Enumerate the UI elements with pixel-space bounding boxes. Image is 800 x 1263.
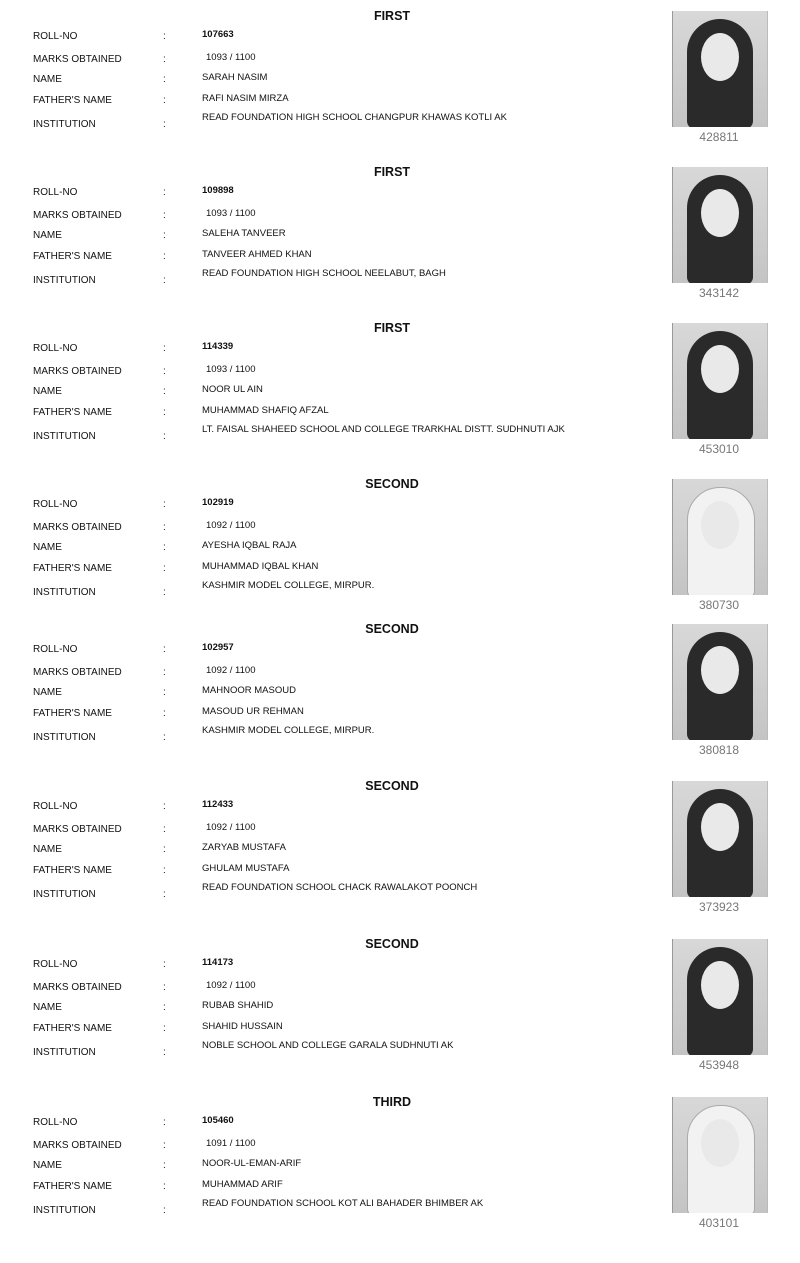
colon: : — [163, 1002, 166, 1013]
marks-obtained-value: 1093 / 1100 — [206, 208, 256, 219]
institution-value: READ FOUNDATION HIGH SCHOOL CHANGPUR KHAWAS KOTLI AK — [202, 112, 507, 123]
fathers-name-label: FATHER'S NAME — [33, 407, 112, 418]
colon: : — [163, 982, 166, 993]
colon: : — [163, 275, 166, 286]
institution-value: KASHMIR MODEL COLLEGE, MIRPUR. — [202, 725, 375, 736]
colon: : — [163, 587, 166, 598]
fathers-name-value: SHAHID HUSSAIN — [202, 1021, 283, 1032]
position-heading: THIRD — [372, 1095, 412, 1109]
colon: : — [163, 644, 166, 655]
position-heading: FIRST — [373, 321, 411, 335]
name-label: NAME — [33, 74, 62, 85]
colon: : — [163, 54, 166, 65]
colon: : — [163, 210, 166, 221]
photo-number: 428811 — [699, 130, 739, 144]
institution-label: INSTITUTION — [33, 587, 96, 598]
marks-obtained-value: 1092 / 1100 — [206, 980, 256, 991]
marks-obtained-value: 1092 / 1100 — [206, 822, 256, 833]
fathers-name-label: FATHER'S NAME — [33, 708, 112, 719]
roll-no-label: ROLL-NO — [33, 1117, 78, 1128]
marks-obtained-label: MARKS OBTAINED — [33, 982, 122, 993]
institution-label: INSTITUTION — [33, 119, 96, 130]
roll-no-value: 114173 — [202, 957, 234, 968]
fathers-name-label: FATHER'S NAME — [33, 95, 112, 106]
colon: : — [163, 1181, 166, 1192]
result-record — [0, 622, 800, 778]
colon: : — [163, 824, 166, 835]
photo-face — [701, 803, 739, 851]
colon: : — [163, 687, 166, 698]
roll-no-value: 109898 — [202, 185, 234, 196]
name-label: NAME — [33, 844, 62, 855]
position-heading: SECOND — [365, 779, 419, 793]
photo-number: 403101 — [698, 1216, 740, 1230]
photo-face — [701, 345, 739, 393]
position-heading: FIRST — [373, 9, 411, 23]
photo-number: 453010 — [698, 442, 740, 456]
institution-value: KASHMIR MODEL COLLEGE, MIRPUR. — [202, 580, 375, 591]
marks-obtained-label: MARKS OBTAINED — [33, 54, 122, 65]
name-label: NAME — [33, 230, 62, 241]
student-photo — [672, 624, 768, 740]
roll-no-label: ROLL-NO — [33, 187, 78, 198]
colon: : — [163, 844, 166, 855]
colon: : — [163, 889, 166, 900]
colon: : — [163, 1047, 166, 1058]
fathers-name-value: MUHAMMAD ARIF — [202, 1179, 283, 1190]
student-photo — [672, 167, 768, 283]
colon: : — [163, 366, 166, 377]
marks-obtained-value: 1093 / 1100 — [206, 52, 256, 63]
result-record — [0, 477, 800, 633]
marks-obtained-label: MARKS OBTAINED — [33, 667, 122, 678]
roll-no-label: ROLL-NO — [33, 343, 78, 354]
position-heading: SECOND — [365, 477, 419, 491]
photo-number: 453948 — [698, 1058, 740, 1072]
name-value: SALEHA TANVEER — [202, 228, 286, 239]
photo-face — [701, 961, 739, 1009]
colon: : — [163, 31, 166, 42]
colon: : — [163, 732, 166, 743]
colon: : — [163, 1205, 166, 1216]
colon: : — [163, 386, 166, 397]
photo-number: 380730 — [698, 598, 740, 612]
roll-no-value: 102957 — [202, 642, 234, 653]
colon: : — [163, 1140, 166, 1151]
name-value: NOOR-UL-EMAN-ARIF — [202, 1158, 302, 1169]
position-heading: FIRST — [373, 165, 411, 179]
colon: : — [163, 95, 166, 106]
fathers-name-label: FATHER'S NAME — [33, 865, 112, 876]
fathers-name-label: FATHER'S NAME — [33, 1181, 112, 1192]
photo-face — [701, 1119, 739, 1167]
student-photo — [672, 939, 768, 1055]
roll-no-value: 112433 — [202, 799, 234, 810]
name-label: NAME — [33, 1160, 62, 1171]
photo-number: 373923 — [698, 900, 740, 914]
colon: : — [163, 1117, 166, 1128]
colon: : — [163, 251, 166, 262]
institution-value: LT. FAISAL SHAHEED SCHOOL AND COLLEGE TRARKHAL DISTT. SUDHNUTI AJK — [202, 424, 565, 435]
name-value: AYESHA IQBAL RAJA — [202, 540, 297, 551]
roll-no-value: 102919 — [202, 497, 234, 508]
institution-value: NOBLE SCHOOL AND COLLEGE GARALA SUDHNUTI AK — [202, 1040, 454, 1051]
institution-value: READ FOUNDATION HIGH SCHOOL NEELABUT, BAGH — [202, 268, 446, 279]
colon: : — [163, 343, 166, 354]
student-photo — [672, 479, 768, 595]
marks-obtained-value: 1092 / 1100 — [206, 665, 256, 676]
name-label: NAME — [33, 687, 62, 698]
name-value: RUBAB SHAHID — [202, 1000, 274, 1011]
name-label: NAME — [33, 542, 62, 553]
marks-obtained-label: MARKS OBTAINED — [33, 1140, 122, 1151]
colon: : — [163, 187, 166, 198]
result-record — [0, 321, 800, 477]
colon: : — [163, 865, 166, 876]
colon: : — [163, 74, 166, 85]
colon: : — [163, 563, 166, 574]
marks-obtained-value: 1092 / 1100 — [206, 520, 256, 531]
student-photo — [672, 11, 768, 127]
fathers-name-value: MUHAMMAD SHAFIQ AFZAL — [202, 405, 329, 416]
colon: : — [163, 667, 166, 678]
colon: : — [163, 499, 166, 510]
fathers-name-value: GHULAM MUSTAFA — [202, 863, 290, 874]
roll-no-label: ROLL-NO — [33, 644, 78, 655]
result-record — [0, 9, 800, 165]
roll-no-label: ROLL-NO — [33, 499, 78, 510]
photo-face — [701, 189, 739, 237]
fathers-name-value: MUHAMMAD IQBAL KHAN — [202, 561, 319, 572]
photo-face — [701, 33, 739, 81]
institution-label: INSTITUTION — [33, 889, 96, 900]
roll-no-value: 107663 — [202, 29, 234, 40]
name-label: NAME — [33, 386, 62, 397]
student-photo — [672, 781, 768, 897]
institution-value: READ FOUNDATION SCHOOL CHACK RAWALAKOT POONCH — [202, 882, 478, 893]
colon: : — [163, 230, 166, 241]
marks-obtained-label: MARKS OBTAINED — [33, 824, 122, 835]
roll-no-value: 105460 — [202, 1115, 234, 1126]
institution-label: INSTITUTION — [33, 275, 96, 286]
result-record — [0, 165, 800, 321]
fathers-name-label: FATHER'S NAME — [33, 563, 112, 574]
name-value: SARAH NASIM — [202, 72, 268, 83]
roll-no-label: ROLL-NO — [33, 959, 78, 970]
institution-label: INSTITUTION — [33, 1205, 96, 1216]
photo-face — [701, 501, 739, 549]
marks-obtained-value: 1091 / 1100 — [206, 1138, 256, 1149]
student-photo — [672, 323, 768, 439]
institution-label: INSTITUTION — [33, 732, 96, 743]
name-value: ZARYAB MUSTAFA — [202, 842, 286, 853]
colon: : — [163, 431, 166, 442]
result-record — [0, 937, 800, 1093]
name-value: MAHNOOR MASOUD — [202, 685, 296, 696]
fathers-name-value: MASOUD UR REHMAN — [202, 706, 304, 717]
position-heading: SECOND — [365, 937, 419, 951]
marks-obtained-label: MARKS OBTAINED — [33, 522, 122, 533]
photo-number: 380818 — [698, 743, 740, 757]
colon: : — [163, 119, 166, 130]
colon: : — [163, 708, 166, 719]
colon: : — [163, 542, 166, 553]
name-value: NOOR UL AIN — [202, 384, 263, 395]
institution-label: INSTITUTION — [33, 431, 96, 442]
roll-no-label: ROLL-NO — [33, 801, 78, 812]
marks-obtained-label: MARKS OBTAINED — [33, 366, 122, 377]
photo-number: 343142 — [698, 286, 740, 300]
fathers-name-label: FATHER'S NAME — [33, 251, 112, 262]
colon: : — [163, 959, 166, 970]
institution-label: INSTITUTION — [33, 1047, 96, 1058]
colon: : — [163, 522, 166, 533]
fathers-name-value: TANVEER AHMED KHAN — [202, 249, 312, 260]
fathers-name-value: RAFI NASIM MIRZA — [202, 93, 289, 104]
position-heading: SECOND — [365, 622, 419, 636]
institution-value: READ FOUNDATION SCHOOL KOT ALI BAHADER BHIMBER AK — [202, 1198, 484, 1209]
roll-no-value: 114339 — [202, 341, 234, 352]
marks-obtained-value: 1093 / 1100 — [206, 364, 256, 375]
result-record — [0, 1095, 800, 1251]
marks-obtained-label: MARKS OBTAINED — [33, 210, 122, 221]
student-photo — [672, 1097, 768, 1213]
colon: : — [163, 407, 166, 418]
name-label: NAME — [33, 1002, 62, 1013]
result-record — [0, 779, 800, 935]
colon: : — [163, 801, 166, 812]
roll-no-label: ROLL-NO — [33, 31, 78, 42]
photo-face — [701, 646, 739, 694]
colon: : — [163, 1160, 166, 1171]
fathers-name-label: FATHER'S NAME — [33, 1023, 112, 1034]
colon: : — [163, 1023, 166, 1034]
